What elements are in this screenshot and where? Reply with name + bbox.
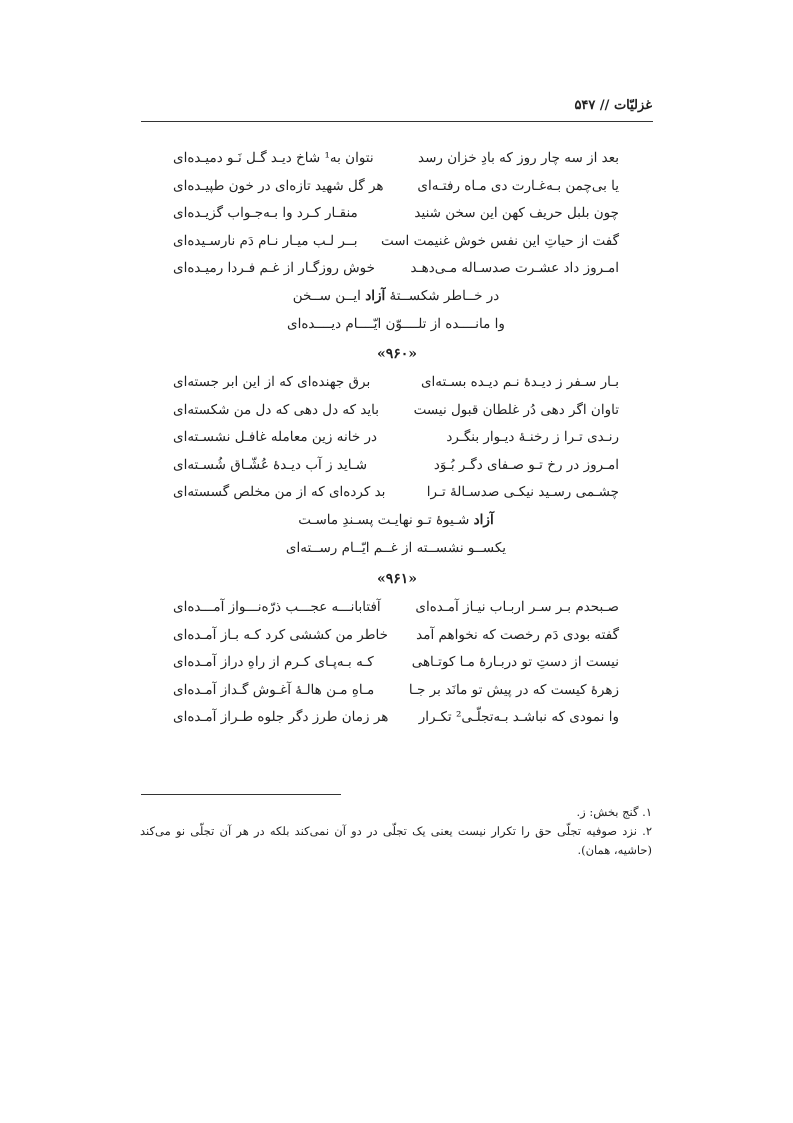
hemistich-first: امـروز در رخ تـو صـفای دگـر بُـوَد bbox=[433, 456, 619, 473]
hemistich-second: خوش روزگـار از غـم فـردا رمیـده‌ای bbox=[173, 260, 375, 277]
hemistich-first: بـار سـفر ز دیـدهٔ نـم دیـده بسـته‌ای bbox=[420, 374, 619, 390]
beyt bbox=[173, 479, 619, 507]
hemistich-second: برق جهنده‌ای که از این ابر جسته‌ای bbox=[173, 374, 371, 390]
hemistich-first: گفت از حیاتِ این نفس خوش غنیمت است bbox=[380, 232, 619, 249]
beyt bbox=[173, 649, 619, 677]
poem-961 bbox=[173, 594, 619, 732]
beyt bbox=[173, 397, 619, 425]
hemistich-second: منقـار کـرد وا بـه‌جـواب گزیـده‌ای bbox=[173, 205, 358, 222]
hemistich-first: زهرهٔ کیست که در پیش تو مانَد بر جـا bbox=[408, 681, 619, 698]
hemistich-first: چشـمی رسـید نیکـی صدسـالهٔ تـرا bbox=[426, 484, 619, 501]
hemistich-first: تاوان اگر دهی دُر غلطان قبول نیست bbox=[413, 401, 619, 418]
running-title: غزلیّات // ۵۴۷ bbox=[574, 98, 652, 113]
hemistich-first: گفته بودی دَم رخصت که نخواهم آمد bbox=[416, 626, 619, 643]
hemistich-second: شـاید ز آب دیـدهٔ عُشّـاق شُسـته‌ای bbox=[173, 456, 368, 473]
hemistich-first: نیست از دستِ تو دربـارهٔ مـا کوتـاهی bbox=[411, 654, 619, 671]
closing-text: شـیوهٔ تـو نهایـت پسـندِ ماسـت bbox=[298, 511, 474, 528]
closing-line-2: وا مانــــده از تلــــوّن ایّــــام دیــــده‌ای bbox=[287, 315, 505, 332]
hemistich-second: هر گل شهید تازه‌ای در خون طپیـده‌ای bbox=[173, 177, 384, 194]
hemistich-first: بعد از سه چار روز که بادِ خزان رسد bbox=[418, 150, 619, 166]
poem-number-961: «۹۶۱» bbox=[376, 571, 418, 587]
footnotes bbox=[140, 803, 652, 860]
poem-959-tail bbox=[173, 145, 619, 338]
hemistich-second: کـه بـه‌پـای کـرم از راهِ دراز آمـده‌ای bbox=[173, 654, 374, 671]
beyt bbox=[173, 704, 619, 732]
closing-line-1 bbox=[173, 283, 619, 311]
beyt bbox=[173, 369, 619, 397]
hemistich-second: بــر لـب میـار نـام دَم نارسـیده‌ای bbox=[173, 232, 358, 249]
beyt bbox=[173, 677, 619, 705]
hemistich-first: صـبحدم بـر سـر اربـاب نیـاز آمـده‌ای bbox=[415, 599, 619, 615]
beyt bbox=[173, 228, 619, 256]
beyt bbox=[173, 200, 619, 228]
closing-text: ایــن ســخن bbox=[292, 287, 366, 304]
hemistich-first: چون بلبل حریف کهن این سخن شنید bbox=[414, 205, 619, 222]
footnote-2: ۲. نزد صوفیه تجلّی حق را تکرار نیست یعنی یک تجلّی در دو آن نمی‌کند بلکه در هر آن تجلّی نو می‌کند (حاشیه، همان). bbox=[140, 824, 652, 857]
hemistich-second: بد کرده‌ای که از من مخلص گسسته‌ای bbox=[173, 484, 386, 501]
pen-name: آزاد bbox=[365, 287, 386, 304]
closing-text: در خــاطر شکســتهٔ bbox=[385, 287, 500, 304]
beyt bbox=[173, 255, 619, 283]
poem-number-960: «۹۶۰» bbox=[376, 346, 418, 362]
hemistich-first: امـروز داد عشـرت صدسـاله مـی‌دهـد bbox=[410, 260, 619, 277]
beyt bbox=[173, 452, 619, 480]
closing-line-1 bbox=[173, 507, 619, 535]
hemistich-second: آفتابانـــه عجـــب ذرّه‌نـــواز آمـــده‌ای bbox=[173, 599, 381, 615]
hemistich-second: باید که دل دهی که دل من شکسته‌ای bbox=[173, 401, 380, 418]
header-rule bbox=[141, 121, 653, 122]
beyt bbox=[173, 622, 619, 650]
hemistich-second: در خانه زین معامله غافـل نشسـته‌ای bbox=[173, 429, 378, 446]
beyt bbox=[173, 173, 619, 201]
beyt bbox=[173, 145, 619, 173]
poem-960 bbox=[173, 369, 619, 562]
footnote-rule bbox=[141, 794, 341, 795]
beyt bbox=[173, 594, 619, 622]
closing-line-2: یکســو نشســته از غــم ایّــام رســته‌ای bbox=[285, 539, 507, 556]
footnote-1: ۱. گنج بخش: ز. bbox=[576, 805, 652, 819]
hemistich-second: نتوان به¹ شاخ دیـد گـل نَـو دمیـده‌ای bbox=[173, 150, 374, 166]
hemistich-first: وا نمودی که نباشـد بـه‌تجلّـی² تکـرار bbox=[418, 709, 619, 726]
hemistich-second: خاطر من کششی کرد کـه بـاز آمـده‌ای bbox=[173, 626, 388, 643]
hemistich-second: هر زمان طرز دگر جلوه طـراز آمـده‌ای bbox=[173, 709, 389, 726]
hemistich-second: مـاهِ مـن هالـهٔ آغـوش گـداز آمـده‌ای bbox=[173, 681, 375, 698]
hemistich-first: رنـدی تـرا ز رخنـهٔ دیـوار بنگـرد bbox=[446, 429, 619, 446]
beyt bbox=[173, 424, 619, 452]
pen-name: آزاد bbox=[473, 511, 494, 528]
hemistich-first: یا بی‌چمن بـه‌غـارت دی مـاه رفتـه‌ای bbox=[417, 177, 619, 194]
